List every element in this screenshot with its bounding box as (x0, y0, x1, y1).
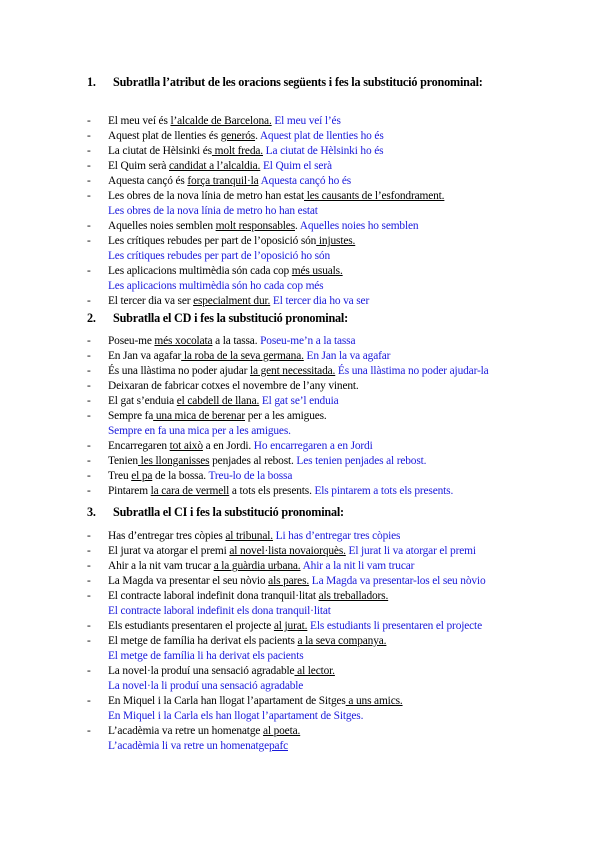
sentence-text: Pintarem (108, 485, 151, 497)
underlined-phrase: als treballadors. (318, 590, 389, 602)
sentence-text: Treu (108, 470, 132, 482)
underlined-phrase: molt responsables (215, 220, 295, 232)
exercise-item (87, 694, 592, 724)
exercise-sentence (108, 334, 592, 349)
list-bullet: - (87, 575, 91, 587)
underlined-phrase: una mica de berenar (153, 410, 246, 422)
answer-text: pafc (269, 740, 288, 752)
sentence-text: Les aplicacions multimèdia són cada cop (108, 265, 292, 277)
answer-text: La Magda va presentar-los el seu nòvio (309, 575, 486, 587)
exercise-sentence (108, 694, 592, 709)
section-1-exercise-list (87, 114, 592, 309)
sentence-text: La ciutat de Hèlsinki és (108, 145, 212, 157)
exercise-sentence (108, 264, 592, 279)
sentence-text: penjades al rebost. (209, 455, 297, 467)
list-bullet: - (87, 365, 91, 377)
list-bullet: - (87, 635, 91, 647)
answer-text: Els pintarem a tots els presents. (314, 485, 454, 497)
answer-text: Ho encarregaren a en Jordi (253, 440, 373, 452)
exercise-sentence (108, 129, 592, 144)
answer-line (108, 679, 592, 694)
exercise-sentence (108, 454, 592, 469)
sentence-text: El Quim serà (108, 160, 169, 172)
sentence-text: Les crítiques rebudes per part de l’oposició són (108, 235, 317, 247)
sentence-text: a la tassa. (212, 335, 261, 347)
exercise-sentence (108, 234, 592, 249)
exercise-item (87, 469, 592, 484)
section-number: 2. (87, 311, 96, 325)
underlined-phrase: més xocolata (154, 335, 213, 347)
underlined-phrase: més usuals. (291, 265, 343, 277)
list-bullet: - (87, 410, 91, 422)
sentence-text: Ahir a la nit vam trucar (108, 560, 214, 572)
answer-text: El gat se’l enduia (259, 395, 339, 407)
exercise-sentence (108, 529, 592, 544)
answer-text: El Quim el serà (260, 160, 332, 172)
exercise-sentence (108, 174, 592, 189)
underlined-phrase: la cara de vermell (150, 485, 230, 497)
answer-line (108, 279, 592, 294)
underlined-phrase: a la guàrdia urbana. (213, 560, 301, 572)
list-bullet: - (87, 470, 91, 482)
exercise-item (87, 294, 592, 309)
underlined-phrase: les causants de l’esfondrament. (304, 190, 445, 202)
underlined-phrase: molt freda. (211, 145, 263, 157)
list-bullet: - (87, 455, 91, 467)
underlined-phrase: força tranquil·la (187, 175, 259, 187)
answer-text: La ciutat de Hèlsinki ho és (262, 145, 384, 157)
list-bullet: - (87, 335, 91, 347)
answer-text: En Jan la va agafar (303, 350, 391, 362)
answer-text: Aquesta cançó ho és (258, 175, 352, 187)
exercise-item (87, 664, 592, 694)
list-bullet: - (87, 265, 91, 277)
sentence-text: Deixaran de fabricar cotxes el novembre de l’any vinent. (108, 380, 359, 392)
underlined-phrase: a uns amics. (345, 695, 403, 707)
exercise-sentence (108, 394, 592, 409)
answer-line (108, 424, 592, 439)
exercise-item (87, 484, 592, 499)
exercise-sentence (108, 469, 592, 484)
exercise-sentence (108, 484, 592, 499)
underlined-phrase: especialment dur. (193, 295, 271, 307)
list-bullet: - (87, 220, 91, 232)
list-bullet: - (87, 380, 91, 392)
answer-text: El metge de família li ha derivat els pacients (108, 650, 304, 662)
section-number: 1. (87, 75, 96, 89)
exercise-item (87, 174, 592, 189)
answer-text: En Miquel i la Carla els han llogat l’apartament de Sitges. (108, 710, 364, 722)
exercise-sentence (108, 634, 592, 649)
exercise-item (87, 144, 592, 159)
exercise-item (87, 219, 592, 234)
sentence-text: Tenien (108, 455, 138, 467)
list-bullet: - (87, 725, 91, 737)
exercise-item (87, 634, 592, 664)
exercise-item (87, 334, 592, 349)
underlined-phrase: al poeta. (262, 725, 301, 737)
exercise-sentence (108, 589, 592, 604)
sentence-text: Aquelles noies semblen (108, 220, 216, 232)
answer-text: El contracte laboral indefinit els dona tranquil·litat (108, 605, 331, 617)
underlined-phrase: als pares. (268, 575, 310, 587)
exercise-item (87, 234, 592, 264)
section-number: 3. (87, 505, 96, 519)
exercise-item (87, 364, 592, 379)
exercise-sentence (108, 544, 592, 559)
answer-text: Aquest plat de llenties ho és (259, 130, 384, 142)
exercise-sentence (108, 574, 592, 589)
sentence-text: És una llàstima no poder ajudar (108, 365, 250, 377)
sentence-text: a tots els presents. (229, 485, 315, 497)
list-bullet: - (87, 235, 91, 247)
sentence-text: El metge de família ha derivat els pacients (108, 635, 298, 647)
answer-text: L’acadèmia li va retre un homenatge (108, 740, 269, 752)
exercise-item (87, 379, 592, 394)
answer-line (108, 649, 592, 664)
answer-text: El meu veí l’és (271, 115, 341, 127)
exercise-sentence (108, 349, 592, 364)
sentence-text: La Magda va presentar el seu nòvio (108, 575, 269, 587)
list-bullet: - (87, 695, 91, 707)
answer-text: Les aplicacions multimèdia són ho cada cop més (108, 280, 324, 292)
sentence-text: Has d’entregar tres còpies (108, 530, 226, 542)
sentence-text: . (255, 130, 260, 142)
sentence-text: Sempre fa (108, 410, 154, 422)
exercise-item (87, 129, 592, 144)
sentence-text: El contracte laboral indefinit dona tranquil·litat (108, 590, 319, 602)
exercise-sentence (108, 364, 592, 379)
sentence-text: Poseu-me (108, 335, 155, 347)
sentence-text: Els estudiants presentaren el projecte (108, 620, 274, 632)
sentence-text: El tercer dia va ser (108, 295, 194, 307)
list-bullet: - (87, 665, 91, 677)
exercise-sentence (108, 159, 592, 174)
sentence-text: Les obres de la nova línia de metro han estat (108, 190, 304, 202)
sentence-text: a en Jordi. (202, 440, 254, 452)
answer-text: Les obres de la nova línia de metro ho han estat (108, 205, 318, 217)
answer-text: La novel·la li produí una sensació agradable (108, 680, 304, 692)
exercise-item (87, 544, 592, 559)
answer-text: És una llàstima no poder ajudar-la (335, 365, 489, 377)
exercise-item (87, 439, 592, 454)
underlined-phrase: al jurat. (273, 620, 308, 632)
underlined-phrase: generós (220, 130, 256, 142)
underlined-phrase: la gent necessitada. (249, 365, 336, 377)
answer-text: Aquelles noies ho semblen (299, 220, 419, 232)
exercise-sentence (108, 664, 592, 679)
exercise-sentence (108, 409, 592, 424)
exercise-item (87, 189, 592, 219)
list-bullet: - (87, 560, 91, 572)
answer-text: Sempre en fa una mica per a les amigues. (108, 425, 291, 437)
list-bullet: - (87, 130, 91, 142)
underlined-phrase: el cabdell de llana. (176, 395, 260, 407)
underlined-phrase: l’alcalde de Barcelona. (170, 115, 272, 127)
answer-text: El tercer dia ho va ser (270, 295, 370, 307)
exercise-item (87, 724, 592, 754)
list-bullet: - (87, 145, 91, 157)
section-3-exercise-list (87, 529, 592, 754)
exercise-sentence (108, 219, 592, 234)
list-bullet: - (87, 620, 91, 632)
list-bullet: - (87, 530, 91, 542)
sentence-text: La novel·la produí una sensació agradable (108, 665, 295, 677)
sentence-text: El jurat va atorgar el premi (108, 545, 230, 557)
exercise-sentence (108, 189, 592, 204)
list-bullet: - (87, 590, 91, 602)
exercise-item (87, 454, 592, 469)
answer-line (108, 739, 592, 754)
sentence-text: En Jan va agafar (108, 350, 182, 362)
sentence-text: L’acadèmia va retre un homenatge (108, 725, 263, 737)
list-bullet: - (87, 160, 91, 172)
exercise-sentence (108, 724, 592, 739)
exercise-item (87, 589, 592, 619)
sentence-text: El meu veí és (108, 115, 171, 127)
answer-text: Les tenien penjades al rebost. (296, 455, 427, 467)
answer-line (108, 604, 592, 619)
underlined-phrase: al novel·lista novaiorquès. (229, 545, 346, 557)
list-bullet: - (87, 175, 91, 187)
list-bullet: - (87, 545, 91, 557)
sentence-text: En Miquel i la Carla han llogat l’apartament de Sitges (108, 695, 346, 707)
exercise-sentence (108, 379, 592, 394)
sentence-text: El gat s’enduia (108, 395, 177, 407)
exercise-item (87, 574, 592, 589)
sentence-text: Encarregaren (108, 440, 170, 452)
exercise-item (87, 159, 592, 174)
underlined-phrase: el pa (131, 470, 153, 482)
section-1-heading (87, 75, 483, 90)
sentence-text: per a les amigues. (245, 410, 327, 422)
exercise-sentence (108, 559, 592, 574)
answer-line (108, 249, 592, 264)
exercise-item (87, 264, 592, 294)
list-bullet: - (87, 115, 91, 127)
underlined-phrase: la roba de la seva germana. (181, 350, 304, 362)
answer-text: Ahir a la nit li vam trucar (300, 560, 415, 572)
underlined-phrase: injustes. (316, 235, 356, 247)
exercise-sentence (108, 114, 592, 129)
exercise-item (87, 529, 592, 544)
exercise-item (87, 409, 592, 439)
answer-text: Treu-lo de la bossa (208, 470, 293, 482)
exercise-sentence (108, 144, 592, 159)
sentence-text: . (294, 220, 300, 232)
section-title: Subratlla el CI i fes la substitució pronominal: (113, 505, 344, 519)
list-bullet: - (87, 350, 91, 362)
list-bullet: - (87, 190, 91, 202)
exercise-item (87, 349, 592, 364)
section-2-exercise-list (87, 334, 592, 499)
answer-text: Li has d’entregar tres còpies (272, 530, 401, 542)
underlined-phrase: a la seva companya. (297, 635, 387, 647)
list-bullet: - (87, 485, 91, 497)
underlined-phrase: candidat a l’alcaldia. (169, 160, 261, 172)
answer-line (108, 204, 592, 219)
list-bullet: - (87, 295, 91, 307)
answer-text: El jurat li va atorgar el premi (345, 545, 476, 557)
answer-text: Les crítiques rebudes per part de l’oposició ho són (108, 250, 330, 262)
exercise-item (87, 619, 592, 634)
list-bullet: - (87, 395, 91, 407)
section-3-heading (87, 505, 344, 520)
sentence-text: de la bossa. (152, 470, 209, 482)
exercise-sentence (108, 439, 592, 454)
underlined-phrase: les llonganisses (137, 455, 210, 467)
list-bullet: - (87, 440, 91, 452)
sentence-text: Aquesta cançó és (108, 175, 188, 187)
section-title: Subratlla el CD i fes la substitució pronominal: (113, 311, 348, 325)
underlined-phrase: al lector. (294, 665, 335, 677)
exercise-item (87, 114, 592, 129)
exercise-item (87, 559, 592, 574)
section-title: Subratlla l’atribut de les oracions següents i fes la substitució pronominal: (113, 75, 483, 89)
answer-line (108, 709, 592, 724)
exercise-sentence (108, 294, 592, 309)
sentence-text: Aquest plat de llenties és (108, 130, 221, 142)
answer-text: Els estudiants li presentaren el projecte (307, 620, 482, 632)
section-2-heading (87, 311, 348, 326)
underlined-phrase: tot això (169, 440, 203, 452)
answer-text: Poseu-me’n a la tassa (260, 335, 356, 347)
exercise-item (87, 394, 592, 409)
exercise-sentence (108, 619, 592, 634)
underlined-phrase: al tribunal. (225, 530, 273, 542)
